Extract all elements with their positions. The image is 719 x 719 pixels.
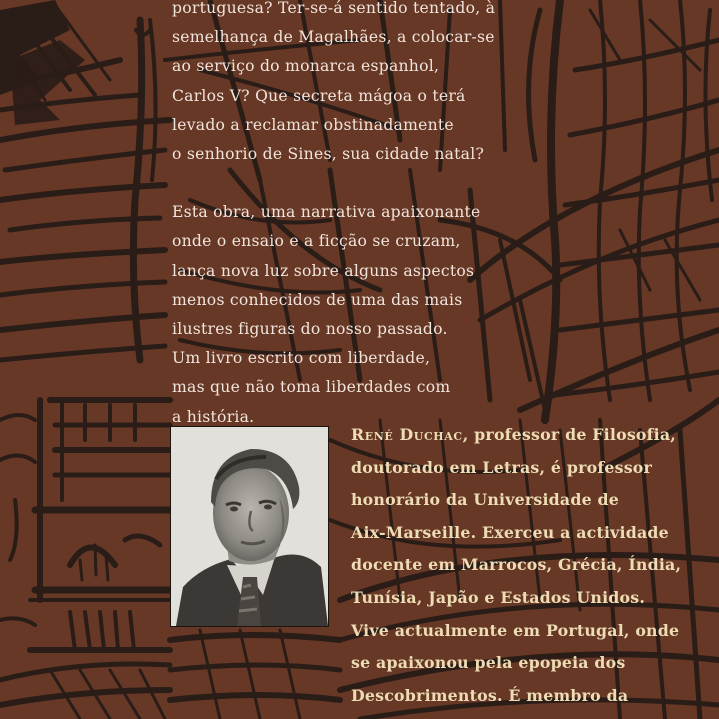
- synopsis-p1-line: Carlos V? Que secreta mágoa o terá: [172, 86, 466, 105]
- paragraph-gap: [172, 169, 532, 198]
- author-bio-line: Vive actualmente em Portugal, onde: [351, 620, 680, 640]
- author-bio-line: Aix-Marseille. Exerceu a actividade: [351, 522, 669, 542]
- synopsis-text: [172, 0, 532, 432]
- author-bio-line: doutorado em Letras, é professor: [351, 457, 653, 477]
- author-bio-line: docente em Marrocos, Grécia, Índia,: [351, 555, 682, 575]
- synopsis-p1-line: semelhança de Magalhães, a colocar-se: [172, 28, 495, 47]
- synopsis-p2-line: menos conhecidos de uma das mais: [172, 290, 463, 309]
- synopsis-p1-line: levado a reclamar obstinadamente: [172, 115, 454, 134]
- author-bio: [351, 419, 719, 712]
- author-bio-line: honorário da Universidade de: [351, 490, 620, 510]
- synopsis-p1-line: ao serviço do monarca espanhol,: [172, 57, 440, 76]
- author-name: René Duchac: [351, 425, 463, 444]
- author-bio-line: se apaixonou pela epopeia dos: [351, 653, 626, 673]
- synopsis-p2-line: lança nova luz sobre alguns aspectos: [172, 261, 475, 280]
- synopsis-p2-line: onde o ensaio e a ficção se cruzam,: [172, 232, 461, 251]
- synopsis-p1-line: o senhorio de Sines, sua cidade natal?: [172, 145, 485, 164]
- author-bio-line: [351, 419, 719, 452]
- synopsis-p2-line: a história.: [172, 407, 255, 426]
- synopsis-p1-line: portuguesa? Ter-se-á sentido tentado, à: [172, 0, 496, 17]
- synopsis-p2-line: Um livro escrito com liberdade,: [172, 349, 431, 368]
- synopsis-p2-line: Esta obra, uma narrativa apaixonante: [172, 203, 481, 222]
- author-bio-line: Tunísia, Japão e Estados Unidos.: [351, 587, 646, 607]
- author-bio-line: Descobrimentos. É membro da: [351, 685, 629, 705]
- author-photo: [171, 427, 328, 626]
- synopsis-p2-line: mas que não toma liberdades com: [172, 378, 451, 397]
- author-portrait-image: [171, 427, 328, 626]
- synopsis-p2-line: ilustres figuras do nosso passado.: [172, 320, 448, 339]
- author-bio-first-line-rest: , professor de Filosofia,: [462, 425, 676, 444]
